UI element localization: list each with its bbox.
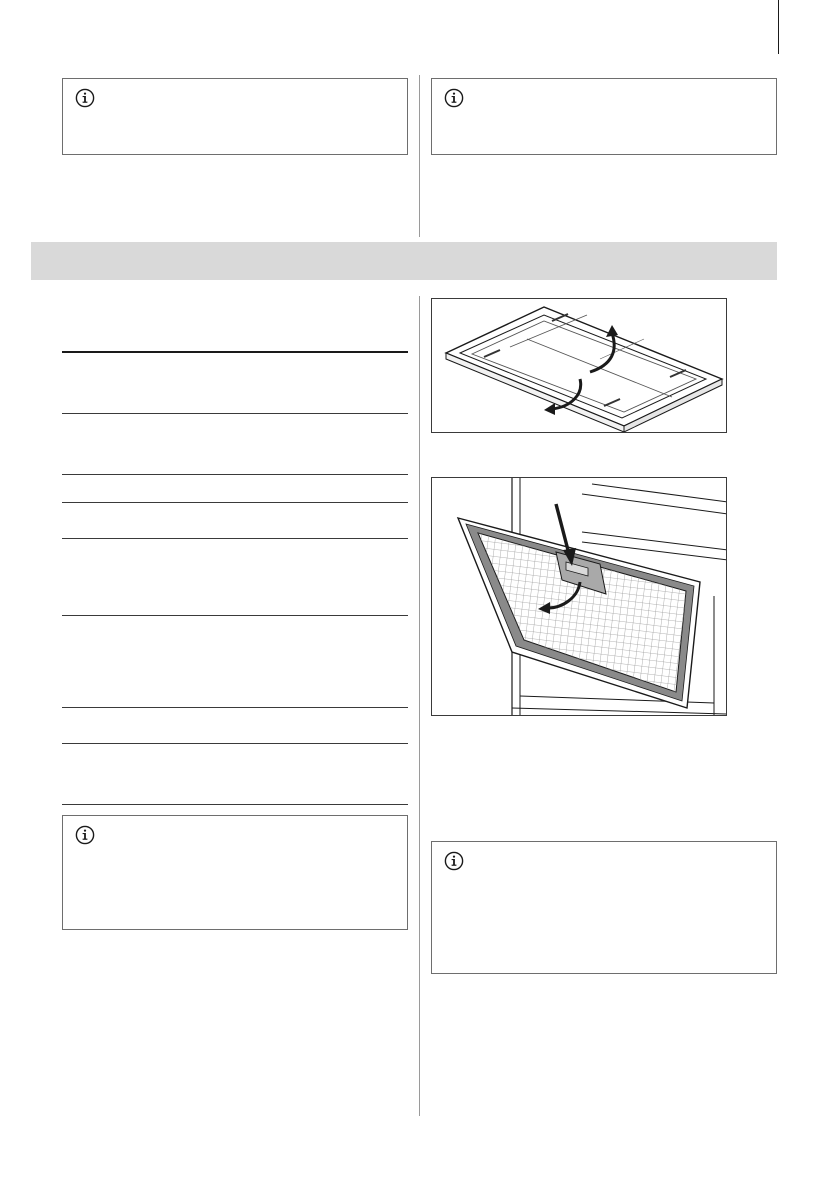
illustration-filter-removal	[431, 477, 727, 716]
section-heading-band	[31, 242, 777, 280]
info-box-bottom-left	[62, 815, 408, 930]
table-row-rule	[62, 502, 408, 503]
table-row-rule	[62, 538, 408, 539]
info-box-bottom-right	[431, 841, 777, 974]
page-corner-rule	[778, 0, 779, 54]
table-row-rule	[62, 413, 408, 414]
info-icon	[444, 88, 464, 108]
table-row-rule	[62, 474, 408, 475]
table-header-rule	[62, 351, 408, 353]
table-row-rule	[62, 743, 408, 744]
illustration-panel-opening	[431, 298, 727, 433]
table-row-rule	[62, 804, 408, 805]
info-icon	[444, 851, 464, 871]
column-divider-bottom	[419, 296, 420, 1116]
info-box-top-right	[431, 78, 777, 155]
info-icon	[75, 88, 95, 108]
info-icon	[75, 825, 95, 845]
table-row-rule	[62, 707, 408, 708]
column-divider-top	[419, 75, 420, 237]
info-box-top-left	[62, 78, 408, 155]
table-row-rule	[62, 615, 408, 616]
